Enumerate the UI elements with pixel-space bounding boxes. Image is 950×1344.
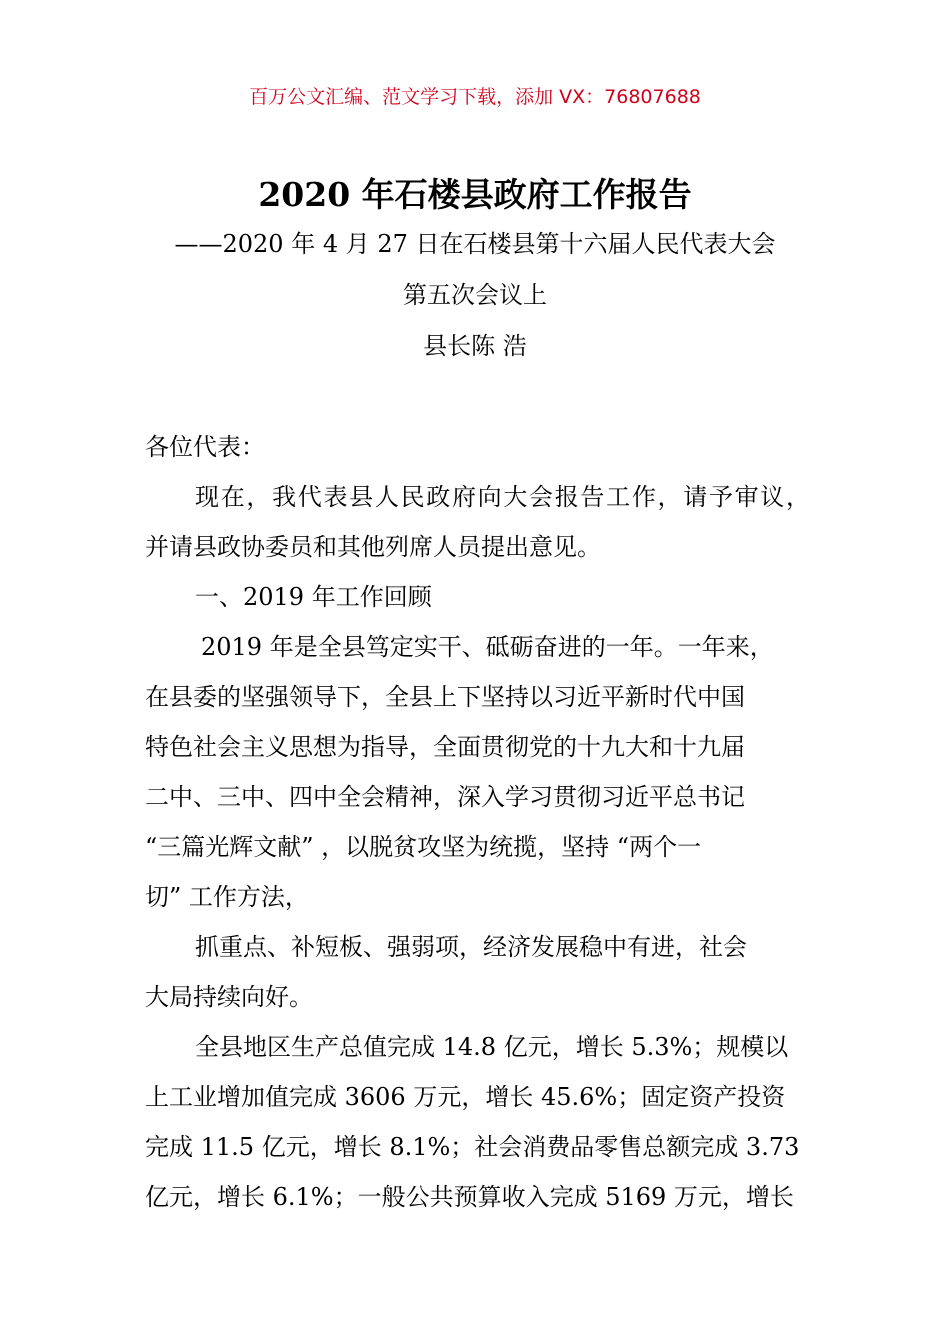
document-body bbox=[145, 422, 810, 1222]
section-heading: 一、2019 年工作回顾 bbox=[195, 583, 432, 611]
subtitle-line-1: ——2020 年 4 月 27 日在石楼县第十六届人民代表大会 bbox=[174, 230, 776, 258]
paragraph-line: 上工业增加值完成 3606 万元，增长 45.6%；固定资产投资 bbox=[145, 1083, 786, 1111]
subtitle-line-2: 第五次会议上 bbox=[403, 281, 547, 309]
author-line: 县长陈 浩 bbox=[423, 332, 527, 360]
paragraph-line: “三篇光辉文献” ，以脱贫攻坚为统揽，坚持 “两个一 bbox=[145, 833, 702, 861]
paragraph-line: 二中、三中、四中全会精神，深入学习贯彻习近平总书记 bbox=[145, 783, 745, 811]
paragraph-line: 2019 年是全县笃定实干、砥砺奋进的一年。一年来， bbox=[201, 633, 774, 661]
salutation: 各位代表： bbox=[145, 433, 265, 461]
paragraph-line: 现在，我代表县人民政府向大会报告工作，请予审议， bbox=[195, 483, 810, 511]
paragraph-line: 亿元，增长 6.1%；一般公共预算收入完成 5169 万元，增长 bbox=[145, 1183, 794, 1211]
paragraph-line: 并请县政协委员和其他列席人员提出意见。 bbox=[145, 533, 601, 561]
paragraph-line: 全县地区生产总值完成 14.8 亿元，增长 5.3%；规模以 bbox=[195, 1033, 789, 1061]
paragraph-line: 抓重点、补短板、强弱项，经济发展稳中有进，社会 bbox=[195, 933, 747, 961]
promo-banner: 百万公文汇编、范文学习下载，添加 VX：76807688 bbox=[249, 86, 701, 108]
paragraph-line: 在县委的坚强领导下，全县上下坚持以习近平新时代中国 bbox=[145, 683, 745, 711]
paragraph-line: 大局持续向好。 bbox=[145, 983, 313, 1011]
document-title: 2020 年石楼县政府工作报告 bbox=[258, 175, 692, 214]
paragraph-line: 特色社会主义思想为指导，全面贯彻党的十九大和十九届 bbox=[145, 733, 745, 761]
paragraph-line: 完成 11.5 亿元，增长 8.1%；社会消费品零售总额完成 3.73 bbox=[145, 1133, 800, 1161]
paragraph-line: 切” 工作方法， bbox=[145, 883, 309, 911]
